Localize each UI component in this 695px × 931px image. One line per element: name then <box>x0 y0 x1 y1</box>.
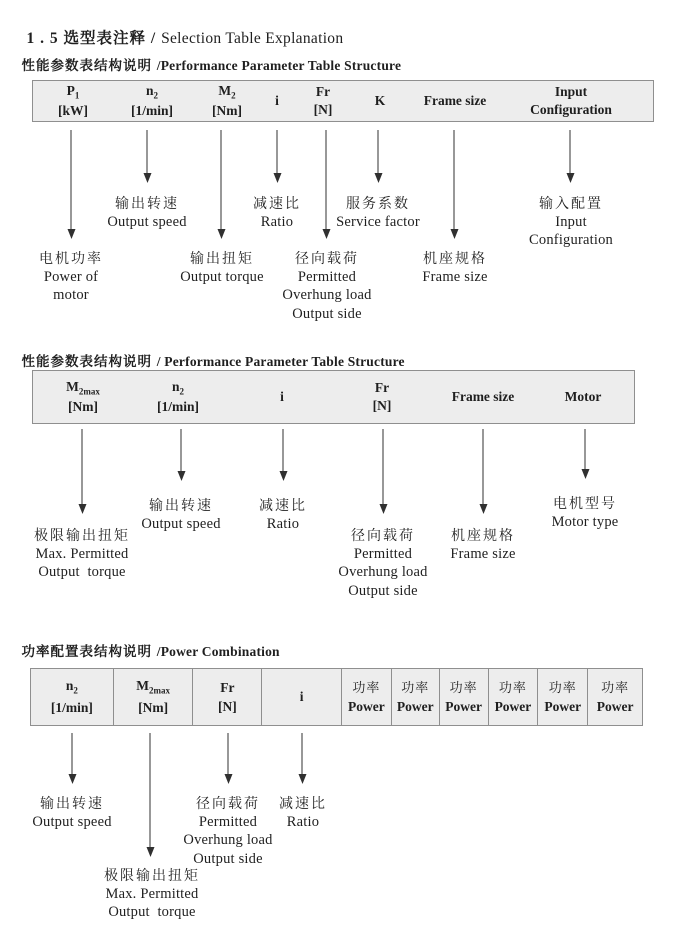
arrow-down-icon <box>326 130 327 230</box>
s2-col-motor: Motor <box>564 389 602 404</box>
s1-col-frame-size: Frame size <box>423 93 487 108</box>
arrow-down-icon <box>302 733 303 775</box>
callout-input-configuration: 输入配置 Input Configuration <box>529 195 613 248</box>
page-title-en: Selection Table Explanation <box>161 30 344 47</box>
page-title-zh: 1 . 5 选型表注释 / <box>26 30 162 47</box>
arrow-down-icon <box>71 130 72 230</box>
section2-table <box>32 370 635 424</box>
arrow-down-icon <box>150 733 151 848</box>
section2-heading-en: / Performance Parameter Table Structure <box>156 354 405 369</box>
arrow-down-icon <box>283 429 284 472</box>
s1-col-i: i <box>275 93 279 108</box>
arrow-down-icon <box>483 429 484 505</box>
callout-output-speed: 输出转速 Output speed <box>107 195 187 230</box>
callout-motor-type: 电机型号 Motor type <box>551 495 619 530</box>
arrow-down-icon <box>585 429 586 470</box>
s2-col-n2: $n_2$ [1/min] <box>157 378 199 415</box>
section3-table <box>30 668 643 726</box>
arrow-down-icon <box>147 130 148 174</box>
section2-heading-zh: 性能参数表结构说明 <box>21 354 157 369</box>
s2-col-m2max: $M_{2max}$ [Nm] <box>66 378 100 415</box>
arrow-down-icon <box>221 130 222 230</box>
arrow-down-icon <box>570 130 571 174</box>
s1-col-input-configuration: Input Configuration <box>530 84 612 117</box>
s2-col-i: i <box>280 389 284 404</box>
s2-col-frame-size: Frame size <box>451 389 515 404</box>
s1-col-fr: Fr [N] <box>313 84 333 117</box>
s2-col-fr: Fr [N] <box>372 380 392 413</box>
s1-col-k: K <box>374 93 386 108</box>
s3-col-m2max: $M_{2max}$ [Nm] <box>114 669 194 725</box>
s3-col-n2: $n_2$ [1/min] <box>31 669 114 725</box>
arrow-down-icon <box>181 429 182 472</box>
section3-heading-en: /Power Combination <box>156 644 280 659</box>
s3-col-fr: Fr [N] <box>193 669 262 725</box>
s3-col-power-1: 功率 Power <box>342 669 392 725</box>
arrow-down-icon <box>378 130 379 174</box>
s3-col-power-4: 功率 Power <box>489 669 539 725</box>
callout-service-factor: 服务系数 Service factor <box>336 195 420 230</box>
callout-ratio: 减速比 Ratio <box>253 195 301 230</box>
s3-col-power-3: 功率 Power <box>440 669 489 725</box>
callout-output-torque: 输出扭矩 Output torque <box>180 250 264 285</box>
s3-col-power-5: 功率 Power <box>538 669 588 725</box>
callout-frame-size: 机座规格 Frame size <box>450 527 516 562</box>
arrow-down-icon <box>228 733 229 775</box>
s3-col-power-2: 功率 Power <box>392 669 440 725</box>
callout-overhung-load: 径向载荷 Permitted Overhung load Output side <box>338 527 428 599</box>
arrow-down-icon <box>454 130 455 230</box>
arrow-down-icon <box>383 429 384 505</box>
section3-heading-zh: 功率配置表结构说明 <box>21 644 157 659</box>
callout-overhung-load: 径向载荷 Permitted Overhung load Output side <box>282 250 372 322</box>
callout-frame-size: 机座规格 Frame size <box>422 250 488 285</box>
section1-heading-zh: 性能参数表结构说明 <box>21 58 157 73</box>
s1-col-n2: $n_2$ [1/min] <box>131 82 173 119</box>
s3-col-i: i <box>262 669 342 725</box>
s1-col-m2: $M_2$ [Nm] <box>212 82 242 119</box>
callout-output-speed: 输出转速 Output speed <box>32 795 112 830</box>
callout-max-output-torque: 极限输出扭矩 Max. Permitted Output torque <box>104 867 200 920</box>
section1-heading-en: /Performance Parameter Table Structure <box>156 58 402 73</box>
callout-max-output-torque: 极限输出扭矩 Max. Permitted Output torque <box>34 527 130 580</box>
s3-col-power-6: 功率 Power <box>596 679 634 714</box>
arrow-down-icon <box>82 429 83 505</box>
callout-ratio: 减速比 Ratio <box>279 795 327 830</box>
s1-col-p1: $P_1$ [kW] <box>58 82 88 119</box>
callout-output-speed: 输出转速 Output speed <box>141 497 221 532</box>
arrow-down-icon <box>72 733 73 775</box>
arrow-down-icon <box>277 130 278 174</box>
section1-table <box>32 80 654 122</box>
callout-overhung-load: 径向载荷 Permitted Overhung load Output side <box>183 795 273 867</box>
callout-power-of-motor: 电机功率 Power of motor <box>39 250 103 303</box>
callout-ratio: 减速比 Ratio <box>259 497 307 532</box>
